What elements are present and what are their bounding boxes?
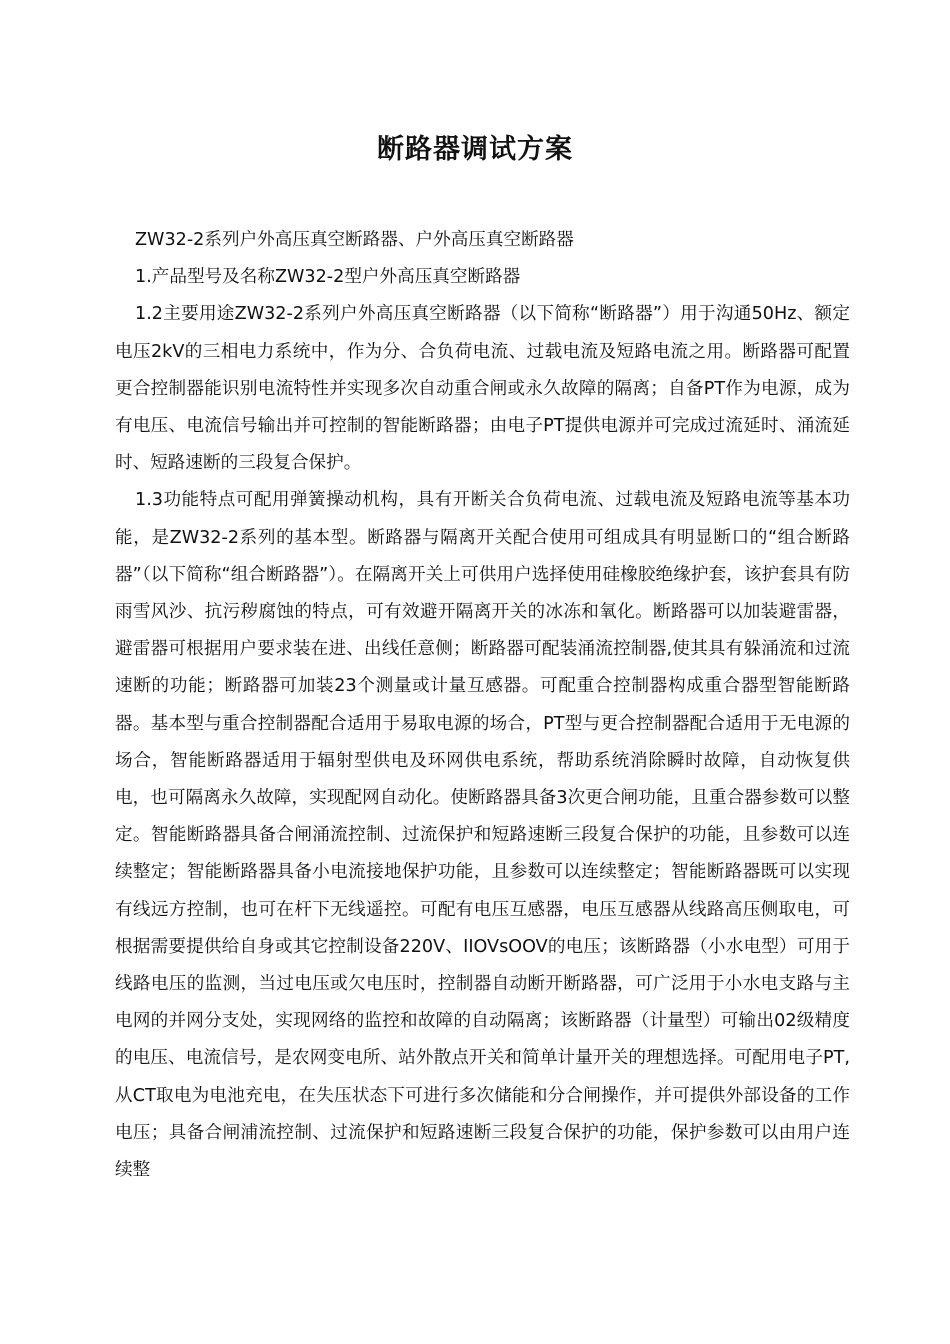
- paragraph-product-model: 1.产品型号及名称ZW32-2型户外高压真空断路器: [135, 267, 521, 288]
- paragraph-features: 1.3功能特点可配用弹簧操动机构，具有开断关合负荷电流、过载电流及短路电流等基本功能，是ZW32-2系列的基本型。断路器与隔离开关配合使用可组成具有明显断口的“组合断路器”（以下简称“组合断路器”）。在隔离开关上可供用户选择使用硅橡胶绝缘护套，该护套具有防雨雪风沙、抗污秽腐蚀的特点，可有效避开隔离开关的冰冻和氧化。断路器可以加装避雷器，避雷器可根据用户要求装在进、出线任意侧；断路器可配装涌流控制器,使其具有躲涌流和过流速断的功能；断路器可加装23个测量或计量互感器。可配重合控制器构成重合器型智能断路器。基本型与重合控制器配合适用于易取电源的场合，PT型与更合控制器配合适用于无电源的场合，智能断路器适用于辐射型供电及环网供电系统，帮助系统消除瞬时故障，自动恢复供电，也可隔离永久故障，实现配网自动化。使断路器具备3次更合闸功能，且重合器参数可以整定。智能断路器具备合闸涌流控制、过流保护和短路速断三段复合保护的功能，且参数可以连续整定；智能断路器具备小电流接地保护功能，且参数可以连续整定；智能断路器既可以实现有线远方控制，也可在杆下无线遥控。可配有电压互感器，电压互感器从线路高压侧取电，可根据需要提供给自身或其它控制设备220V、IIOVsOOV的电压；该断路器（小水电型）可用于线路电压的监测，当过电压或欠电压时，控制器自动断开断路器，可广泛用于小水电支路与主电网的并网分支处，实现网络的监控和故障的自动隔离；该断路器（计量型）可输出02级精度的电压、电流信号，是农网变电所、站外散点开关和简单计量开关的理想选择。可配用电子PT,从CT取电为电池充电，在失压状态下可进行多次储能和分合闸操作，并可提供外部设备的工作电压；具备合闸浦流控制、过流保护和短路速断三段复合保护的功能，保护参数可以由用户连续整: [115, 490, 850, 1181]
- document-title: 断路器调试方案: [377, 134, 573, 165]
- paragraph-main-use: 1.2主要用途ZW32-2系列户外高压真空断路器（以下简称“断路器”）用于沟通50Hz、额定电压2kV的三相电力系统中，作为分、合负荷电流、过载电流及短路电流之用。断路器可配置更合控制器能识别电流特性并实现多次自动重合闸或永久故障的隔离；自备PT作为电源，成为有电压、电流信号输出并可控制的智能断路器；由电子PT提供电源并可完成过流延时、涌流延时、短路速断的三段复合保护。: [115, 304, 850, 474]
- document-body: [115, 222, 850, 1189]
- paragraph-series-heading: ZW32-2系列户外高压真空断路器、户外高压真空断路器: [135, 230, 574, 250]
